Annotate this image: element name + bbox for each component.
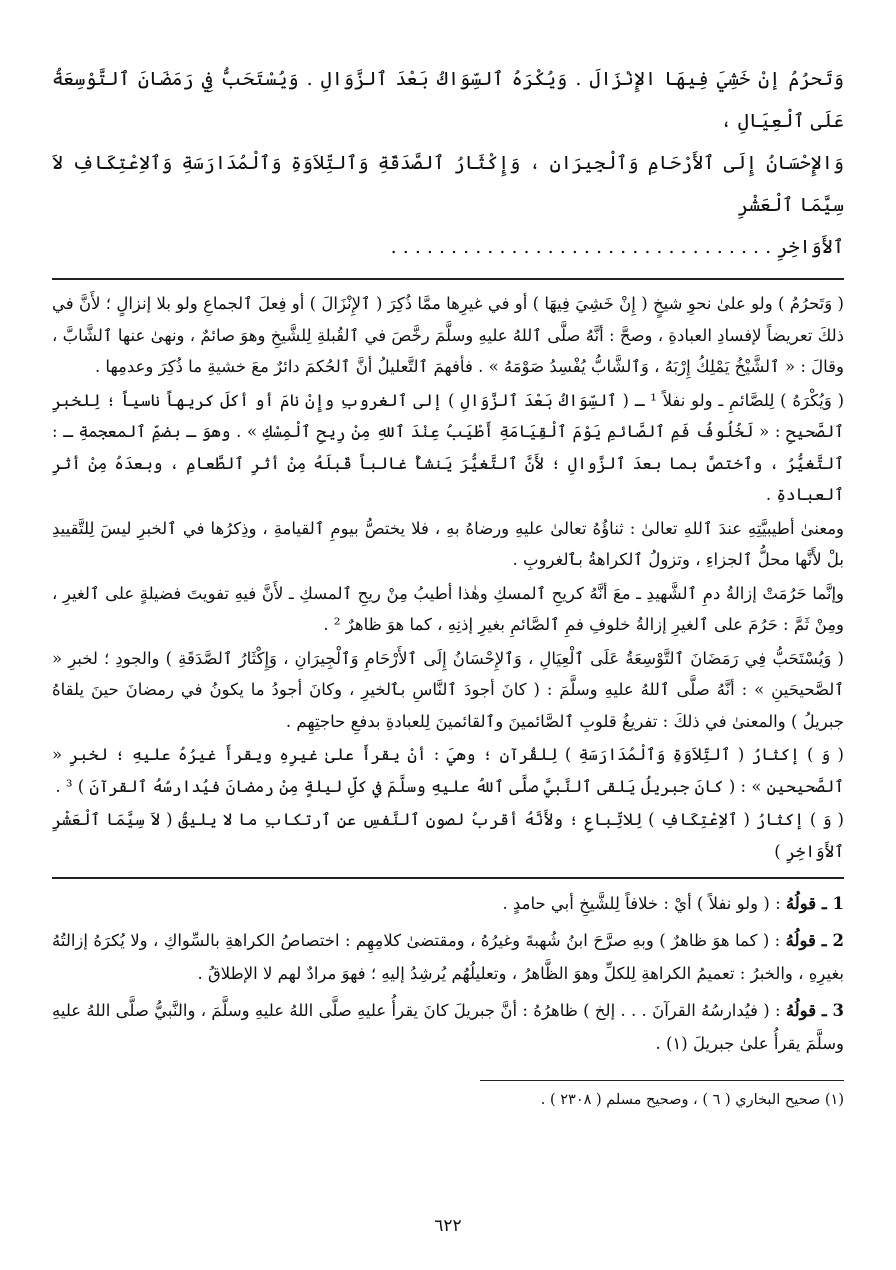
sharh-paragraph: ( وَيُسْتَحَبُّ فِي رَمَضَانَ ٱلتَّوْسِعَةُ عَلَى ٱلْعِيَالِ ، وَٱلإِحْسَانُ إِلَى ٱلأَرْحَامِ وَٱلْجِيرَانِ ، وَإِكْثَارُ ٱلصَّدَقَةِ ) والجودِ ؛ لخبرِ « ٱلصَّحيحَينِ » : أنَّهُ صلَّى ٱللهُ عليهِ وسلَّمَ : ( كانَ أجودَ ٱلنَّاسِ بٱلخيرِ ، وكانَ أجودُ ما يكونُ في رمضانَ حينَ يلقاهُ جبريلُ ) والمعنىٰ في ذلكَ : تفريغُ قلوبِ ٱلصَّائمينَ وٱلقائمينَ لِلعبادةِ بدفعِ حاجتِهِم . (52, 648, 844, 731)
hawashi-notes (52, 887, 844, 1060)
matn-line: وَتَحرُمُ إنْ خَشِيَ فِيهَا الإِنْزَالَ . وَيُكْرَهُ ٱلسِّوَاكُ بَعْدَ ٱلزَّوَالِ . وَيُسْتَحَبُّ فِي رَمَضَانَ ٱلتَّوْسِعَةُ عَلَى ٱلْعِيَالِ ، (52, 68, 844, 132)
hawashi-divider (52, 877, 844, 879)
hashiya-label: 2 ـ قولُهُ (785, 931, 845, 950)
sharh-paragraph: ومعنىٰ أطيبيَّتِهِ عندَ ٱللهِ تعالىٰ : ثناؤُهُ تعالىٰ عليهِ ورضاهُ بهِ ، فلا يختصُّ بيومِ ٱلقيامةِ ، وذِكرُها في ٱلخبرِ ليسَ لِلتَّقييدِ بلْ لأَنَّها محلُّ ٱلجزاءِ ، وتزولُ ٱلكراهةُ بٱلغروبِ . (52, 518, 844, 569)
sharh-paragraph: ( وَيُكْرَهُ ) لِلصَّائمِ ـ ولو نفلاً ¹ ـ ( ٱلسِّوَاكُ بَعْدَ ٱلزَّوَالِ ) إلى ٱلغروبِ وإِنْ نامَ أو أكلَ كريهاً ناسياً ؛ لِلخبرِ ٱلصَّحيحِ : « لَخُلُوفُ فَمِ ٱلصَّائمِ يَوْمَ ٱلْقِيَامَةِ أَطْيَبُ عِنْدَ ٱللهِ مِنْ رِيحِ ٱلْمِسْكِ » . وهوَ ـ بضمِّ ٱلمعجمةِ ـ : ٱلتَّغيُّرُ ، وٱختصَّ بما بعدَ ٱلزَّوالِ ؛ لأَنَّ ٱلتَّغيُّرَ يَنشأُ غالباً قَبلَهُ مِنْ أثرِ ٱلطَّعامِ ، وبعدَهُ مِنْ أثرِ ٱلعبادةِ . (52, 390, 845, 504)
matn-text (52, 58, 844, 268)
hashiya-label: 1 ـ قولُهُ (785, 894, 844, 913)
footnote-divider (480, 1080, 844, 1081)
ellipsis-dots: . . . . . . . . . . . . . . . . . . . . . . . . . . . . . . . . (390, 236, 772, 258)
matn-line: وَالإِحْسَانُ إِلَى ٱلأَرْحَامِ وَٱلْجِيرَانِ ، وَإِكْثَارُ ٱلصَّدَقَةِ وَٱلتِّلاَوَةِ وَٱلْمُدَارَسَةِ وَٱلاِعْتِكَافِ لاَ سِيَّمَا ٱلْعَشْرِ (52, 152, 844, 216)
hashiya-note (52, 994, 844, 1060)
sharh-paragraph: وإنَّما حَرُمَتْ إزالةُ دمِ ٱلشَّهيدِ ـ معَ أنَّهُ كريحِ ٱلمسكِ وهٰذا أطيبُ مِنْ ريحِ ٱلمسكِ ـ لأَنَّ فيهِ تفويتَ فضيلةٍ على ٱلغيرِ ، ومِنْ ثَمَّ : حَرُمَ على ٱلغيرِ إزالةُ خلوفِ فمِ ٱلصَّائمِ بغيرِ إذنِهِ ، كما هوَ ظاهرٌ ² . (52, 583, 844, 634)
hashiya-label: 3 ـ قولُهُ (785, 1001, 845, 1020)
matn-line (52, 226, 844, 268)
footnote: (١) صحيح البخاري ( ٦ ) ، وصحيح مسلم ( ٢٣٠٨ ) . (540, 1092, 844, 1108)
matn-divider (52, 278, 844, 280)
hashiya-text: : ( فيُدارسُهُ القرآنَ . . . إلخ ) ظاهرُهُ : أنَّ جبريلَ كانَ يقرأُ عليهِ صلَّى اللهُ عليهِ وسلَّمَ ، والنَّبيُّ صلَّى اللهُ عليهِ وسلَّمَ يقرأُ علىٰ جبريلَ (١) . (52, 1001, 844, 1053)
hashiya-note (52, 924, 844, 990)
matn-last-word: ٱلأَوَاخِرِ (777, 236, 844, 258)
sharh-commentary (52, 288, 844, 867)
hashiya-note (52, 887, 844, 920)
hashiya-text: : ( ولو نفلاً ) أيْ : خلافاً لِلشَّيخِ أبي حامدٍ . (502, 894, 781, 913)
sharh-paragraph: ( وَ ) إكثارُ ( ٱلتِّلاَوَةِ وَٱلْمُدَارَسَةِ ) لِلقُرآنِ ؛ وهيَ : أنْ يقرأَ علىٰ غيرِهِ ويقرأَ غيرُهُ عليهِ ؛ لخبرِ « ٱلصَّحيحينِ » : ( كانَ جبريلُ يَلقى ٱلنَّبيَّ صلَّى ٱللهُ عليهِ وسلَّمَ في كلِّ ليلةٍ مِنْ رمضانَ فيُدارسُهُ ٱلقرآنَ ) ³ . (52, 745, 844, 796)
hashiya-text: : ( كما هوَ ظاهرٌ ) وبهِ صرَّحَ ابنُ شُهبةَ وغيرُهُ ، ومقتضىٰ كلامِهِم : اختصاصُ الكراهةِ بالسِّواكِ ، ولا يُكرَهُ إزالتُهُ بغيرِهِ ، والخبرُ : تعميمُ الكراهةِ لِلكلِّ وهوَ الظَّاهرُ ، وتعليلُهُم يُرشِدُ إليهِ ؛ فهوَ مرادٌ لهم لا الإطلاقُ . (52, 931, 844, 983)
page-number: ٦٢٢ (434, 1216, 462, 1236)
sharh-paragraph: ( وَتَحرُمُ ) ولو علىٰ نحوِ شيخٍ ( إِنْ خَشِيَ فِيهَا ) أو في غيرِها ممَّا ذُكِرَ ( ٱلإِنْزَالَ ) أو فِعلَ ٱلجماعِ ولو بلا إنزالٍ ؛ لأَنَّ في ذلكَ تعريضاً لإفسادِ العبادةِ ، وصحَّ : أنَّهُ صلَّى ٱللهُ عليهِ وسلَّمَ رخَّصَ في ٱلقُبلةِ لِلشَّيخِ وهوَ صائمٌ ، ونهىٰ عنها ٱلشَّابَّ ، وقالَ : « ٱلشَّيْخُ يَمْلِكُ إِرْبَهُ ، وَٱلشَّابُّ يُفْسِدُ صَوْمَهُ » . فأفهمَ ٱلتَّعليلُ أنَّ ٱلحُكمَ دائرٌ معَ خشيةِ ما ذُكِرَ وعدمِها . (52, 294, 844, 376)
sharh-paragraph: ( وَ ) إكثارُ ( ٱلاِعْتِكَافِ ) لِلاتِّباعِ ؛ ولأَنَّهُ أقربُ لصونِ ٱلنَّفسِ عنِ ٱرتكابِ ما لا يليقُ ( لاَ سِيَّمَا ٱلْعَشْرِ ٱلأَوَاخِرِ ) (52, 810, 844, 861)
